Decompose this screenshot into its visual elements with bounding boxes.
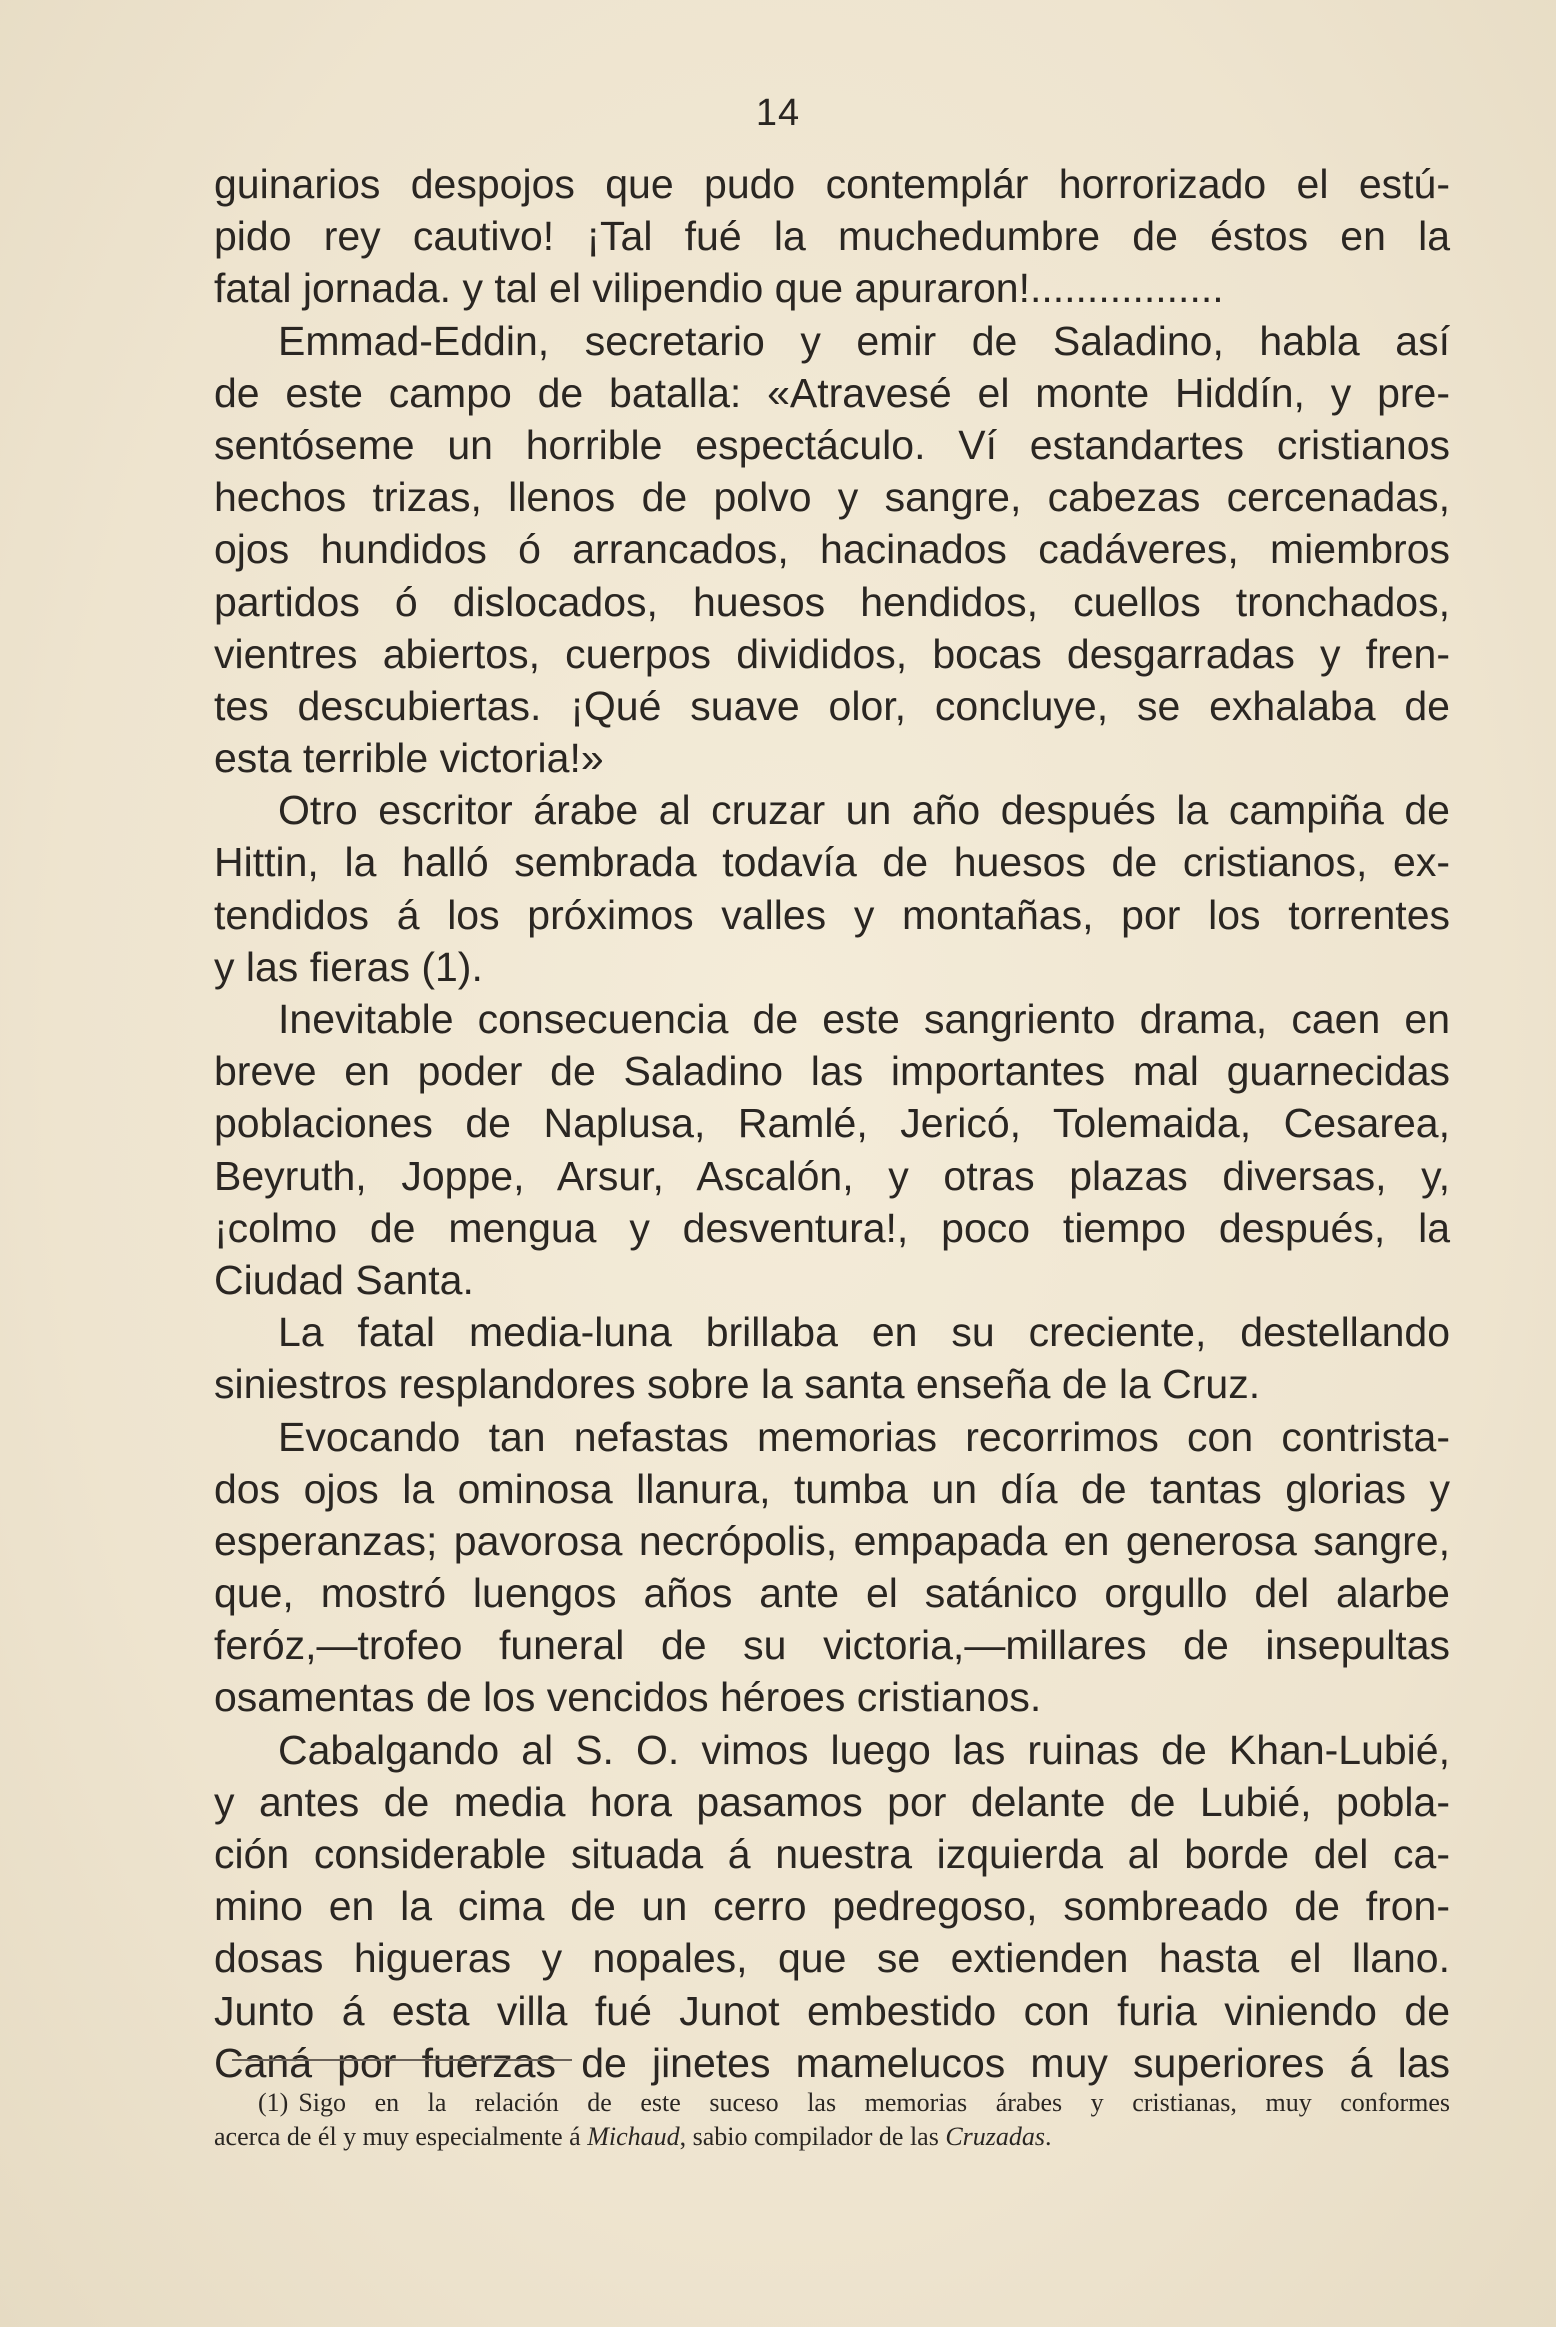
body-text: [214, 158, 1450, 2089]
text-line: hechos trizas, llenos de polvo y sangre, cabezas cercenadas,: [214, 474, 1450, 521]
text-line: Hittin, la halló sembrada todavía de huesos de cristianos, ex-: [214, 839, 1450, 886]
text-line: La fatal media-luna brillaba en su creciente, destellando: [278, 1309, 1450, 1356]
text-line: fatal jornada. y tal el vilipendio que apuraron!.................: [214, 265, 1224, 312]
text-line: pido rey cautivo! ¡Tal fué la muchedumbre de éstos en la: [214, 213, 1450, 260]
text-line: siniestros resplandores sobre la santa enseña de la Cruz.: [214, 1361, 1261, 1408]
text-line: y antes de media hora pasamos por delante de Lubié, pobla-: [214, 1778, 1450, 1825]
text-line: esta terrible victoria!»: [214, 735, 604, 782]
text-line: guinarios despojos que pudo contemplár horrorizado el estú-: [214, 161, 1450, 207]
text-line: Emmad-Eddin, secretario y emir de Saladino, habla así: [278, 317, 1450, 364]
text-line: Ciudad Santa.: [214, 1256, 474, 1303]
text-line: Inevitable consecuencia de este sangriento drama, caen en: [278, 996, 1450, 1042]
page-number: 14: [755, 92, 801, 134]
text-line: sentóseme un horrible espectáculo. Ví estandartes cristianos: [214, 421, 1450, 468]
text-line: poblaciones de Naplusa, Ramlé, Jericó, Tolemaida, Cesarea,: [214, 1100, 1450, 1147]
footnote: [214, 2086, 1450, 2154]
text-line: dos ojos la ominosa llanura, tumba un día de tantas glorias y: [214, 1465, 1450, 1512]
text-line: ojos hundidos ó arrancados, hacinados cadáveres, miembros: [214, 526, 1450, 573]
text-line: Cabalgando al S. O. vimos luego las ruinas de Khan-Lubié,: [278, 1726, 1450, 1773]
text-line: Otro escritor árabe al cruzar un año después la campiña de: [278, 787, 1450, 834]
text-line: tes descubiertas. ¡Qué suave olor, concluye, se exhalaba de: [214, 682, 1450, 729]
text-line: dosas higueras y nopales, que se extienden hasta el llano.: [214, 1935, 1450, 1982]
text-line: partidos ó dislocados, huesos hendidos, cuellos tronchados,: [214, 578, 1450, 625]
text-line: que, mostró luengos años ante el satánico orgullo del alarbe: [214, 1570, 1450, 1617]
text-line: y las fieras (1).: [214, 943, 483, 990]
footnote-line: [214, 2120, 1450, 2154]
text-line: tendidos á los próximos valles y montañas, por los torrentes: [214, 891, 1450, 938]
footnote-text: , sabio compilador de las: [679, 2122, 946, 2151]
text-line: Evocando tan nefastas memorias recorrimos con contrista-: [278, 1413, 1450, 1460]
footnote-marker: (1): [258, 2088, 289, 2117]
text-line: osamentas de los vencidos héroes cristianos.: [214, 1674, 1042, 1721]
footnote-text: Sigo en la relación de este suceso las memorias árabes y cristianas, muy conformes: [298, 2088, 1450, 2117]
text-line: Caná por fuerzas de jinetes mamelucos muy superiores á las: [214, 2039, 1450, 2086]
footnote-divider: [232, 2059, 572, 2061]
footnote-line: [214, 2086, 1450, 2120]
footnote-author: Michaud: [587, 2122, 680, 2151]
text-line: ción considerable situada á nuestra izquierda al borde del ca-: [214, 1831, 1450, 1877]
text-line: esperanzas; pavorosa necrópolis, empapada en generosa sangre,: [214, 1517, 1450, 1564]
footnote-text: acerca de él y muy especialmente á: [214, 2122, 588, 2151]
text-line: mino en la cima de un cerro pedregoso, sombreado de fron-: [214, 1883, 1450, 1930]
text-line: de este campo de batalla: «Atravesé el monte Hiddín, y pre-: [214, 369, 1450, 416]
footnote-text: .: [1045, 2122, 1052, 2151]
footnote-work-title: Cruzadas: [945, 2122, 1046, 2151]
text-line: feróz,—trofeo funeral de su victoria,—millares de insepultas: [214, 1622, 1450, 1669]
text-line: breve en poder de Saladino las importantes mal guarnecidas: [214, 1048, 1450, 1095]
text-line: Beyruth, Joppe, Arsur, Ascalón, y otras plazas diversas, y,: [214, 1152, 1450, 1199]
text-line: Junto á esta villa fué Junot embestido con furia viniendo de: [214, 1987, 1450, 2034]
text-line: vientres abiertos, cuerpos divididos, bocas desgarradas y fren-: [214, 630, 1450, 677]
text-line: ¡colmo de mengua y desventura!, poco tiempo después, la: [214, 1204, 1450, 1251]
